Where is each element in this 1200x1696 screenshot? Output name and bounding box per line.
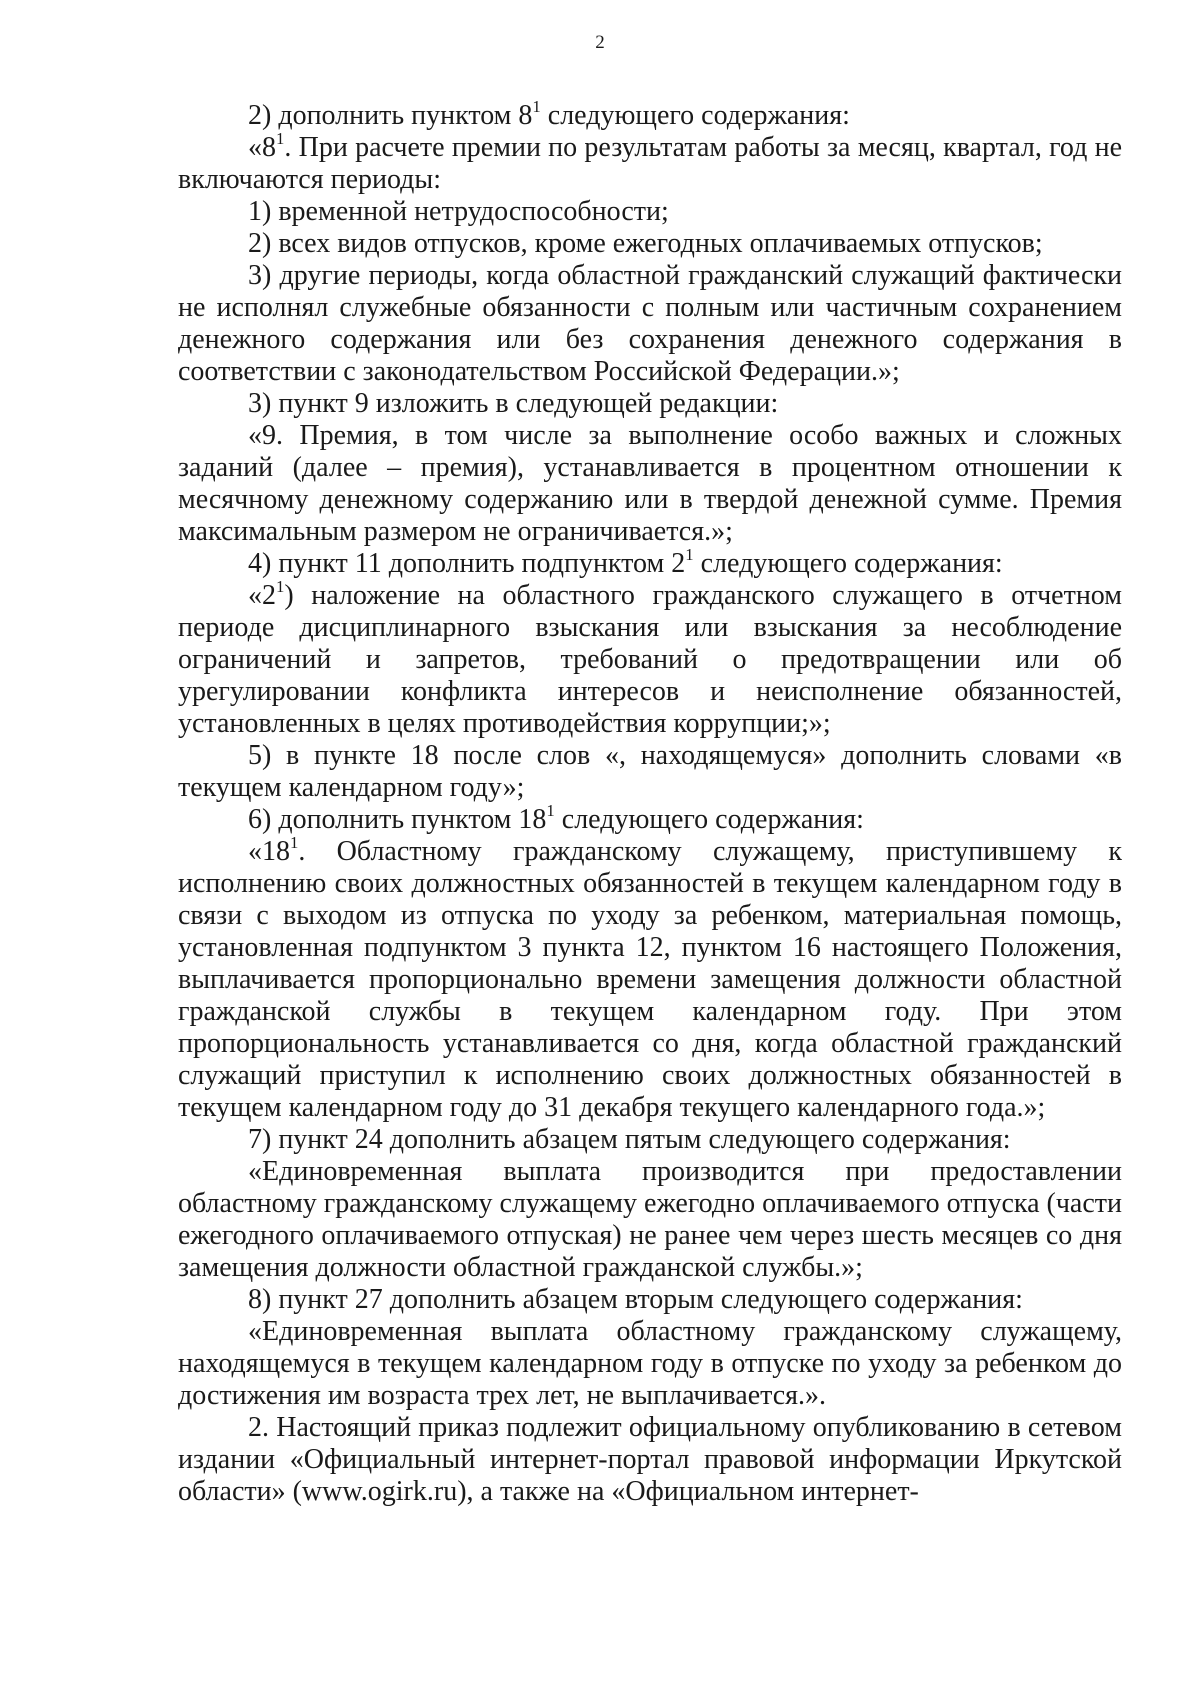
paragraph xyxy=(178,1156,1122,1284)
superscript: 1 xyxy=(546,801,555,820)
paragraph-text: «18 xyxy=(248,836,290,867)
paragraph-text: . При расчете премии по результатам работы за месяц, квартал, год не включаются периоды: xyxy=(178,132,1122,195)
page-number: 2 xyxy=(595,32,605,53)
paragraph-text: 4) пункт 11 дополнить подпунктом 2 xyxy=(248,548,686,579)
paragraph xyxy=(178,260,1122,388)
paragraph xyxy=(178,577,1122,740)
paragraph-text: ) наложение на областного гражданского служащего в отчетном периоде дисциплинарного взыскания или взыскания за несоблюдение ограничений и запретов, требований о предотвращении или об урегулировании конфликта интересов и неисполнение обязанностей, установленных в целях противодействия коррупции;»; xyxy=(178,580,1122,739)
paragraph-text: 2) всех видов отпусков, кроме ежегодных оплачиваемых отпусков; xyxy=(248,228,1043,259)
paragraph-text: следующего содержания: xyxy=(540,100,850,131)
paragraph xyxy=(178,1412,1122,1508)
superscript: 1 xyxy=(276,129,285,148)
superscript: 1 xyxy=(276,577,285,596)
paragraph-text: «9. Премия, в том числе за выполнение особо важных и сложных заданий (далее – премия), устанавливается в процентном отношении к месячному денежному содержанию или в твердой денежной сумме. Премия максимальным размером не ограничивается.»; xyxy=(178,420,1122,547)
paragraph xyxy=(178,388,1122,420)
paragraph-text: следующего содержания: xyxy=(693,548,1003,579)
paragraph-text: 5) в пункте 18 после слов «, находящемуся» дополнить словами «в текущем календарном году»; xyxy=(178,740,1122,803)
paragraph xyxy=(178,545,1122,580)
paragraph xyxy=(178,740,1122,804)
paragraph xyxy=(178,1316,1122,1412)
document-body xyxy=(178,97,1122,1508)
paragraph-text: 3) пункт 9 изложить в следующей редакции: xyxy=(248,388,779,419)
paragraph-text: 2) дополнить пунктом 8 xyxy=(248,100,533,131)
paragraph-text: 7) пункт 24 дополнить абзацем пятым следующего содержания: xyxy=(248,1124,1011,1155)
paragraph xyxy=(178,129,1122,196)
paragraph-text: 1) временной нетрудоспособности; xyxy=(248,196,669,227)
superscript: 1 xyxy=(685,545,694,564)
paragraph-text: 2. Настоящий приказ подлежит официальному опубликованию в сетевом издании «Официальный интернет-портал правовой информации Иркутской области» (www.ogirk.ru), а также на «Официальном интернет- xyxy=(178,1412,1122,1507)
paragraph-text: 8) пункт 27 дополнить абзацем вторым следующего содержания: xyxy=(248,1284,1023,1315)
paragraph-text: следующего содержания: xyxy=(554,804,864,835)
superscript: 1 xyxy=(532,97,541,116)
paragraph xyxy=(178,97,1122,132)
paragraph xyxy=(178,196,1122,228)
paragraph xyxy=(178,801,1122,836)
paragraph xyxy=(178,420,1122,548)
paragraph xyxy=(178,1284,1122,1316)
paragraph xyxy=(178,1124,1122,1156)
paragraph-text: «8 xyxy=(248,132,276,163)
paragraph-text: «Единовременная выплата областному гражданскому служащему, находящемуся в текущем календарном году в отпуске по уходу за ребенком до достижения им возраста трех лет, не выплачивается.». xyxy=(178,1316,1122,1411)
paragraph xyxy=(178,833,1122,1124)
paragraph-text: «Единовременная выплата производится при предоставлении областному гражданскому служащему ежегодно оплачиваемого отпуска (части ежегодного оплачиваемого отпуская) не ранее чем через шесть месяцев со дня замещения должности областной гражданской службы.»; xyxy=(178,1156,1122,1283)
superscript: 1 xyxy=(290,833,299,852)
paragraph-text: 3) другие периоды, когда областной гражданский служащий фактически не исполнял служебные обязанности с полным или частичным сохранением денежного содержания или без сохранения денежного содержания в соответствии с законодательством Российской Федерации.»; xyxy=(178,260,1122,387)
paragraph-text: 6) дополнить пунктом 18 xyxy=(248,804,547,835)
paragraph-text: . Областному гражданскому служащему, приступившему к исполнению своих должностных обязанностей в текущем календарном году в связи с выходом из отпуска по уходу за ребенком, материальная помощь, установленная подпунктом 3 пункта 12, пунктом 16 настоящего Положения, выплачивается пропорционально времени замещения должности областной гражданской службы в текущем календарном году. При этом пропорциональность устанавливается со дня, когда областной гражданский служащий приступил к исполнению своих должностных обязанностей в текущем календарном году до 31 декабря текущего календарного года.»; xyxy=(178,836,1122,1123)
paragraph xyxy=(178,228,1122,260)
paragraph-text: «2 xyxy=(248,580,276,611)
